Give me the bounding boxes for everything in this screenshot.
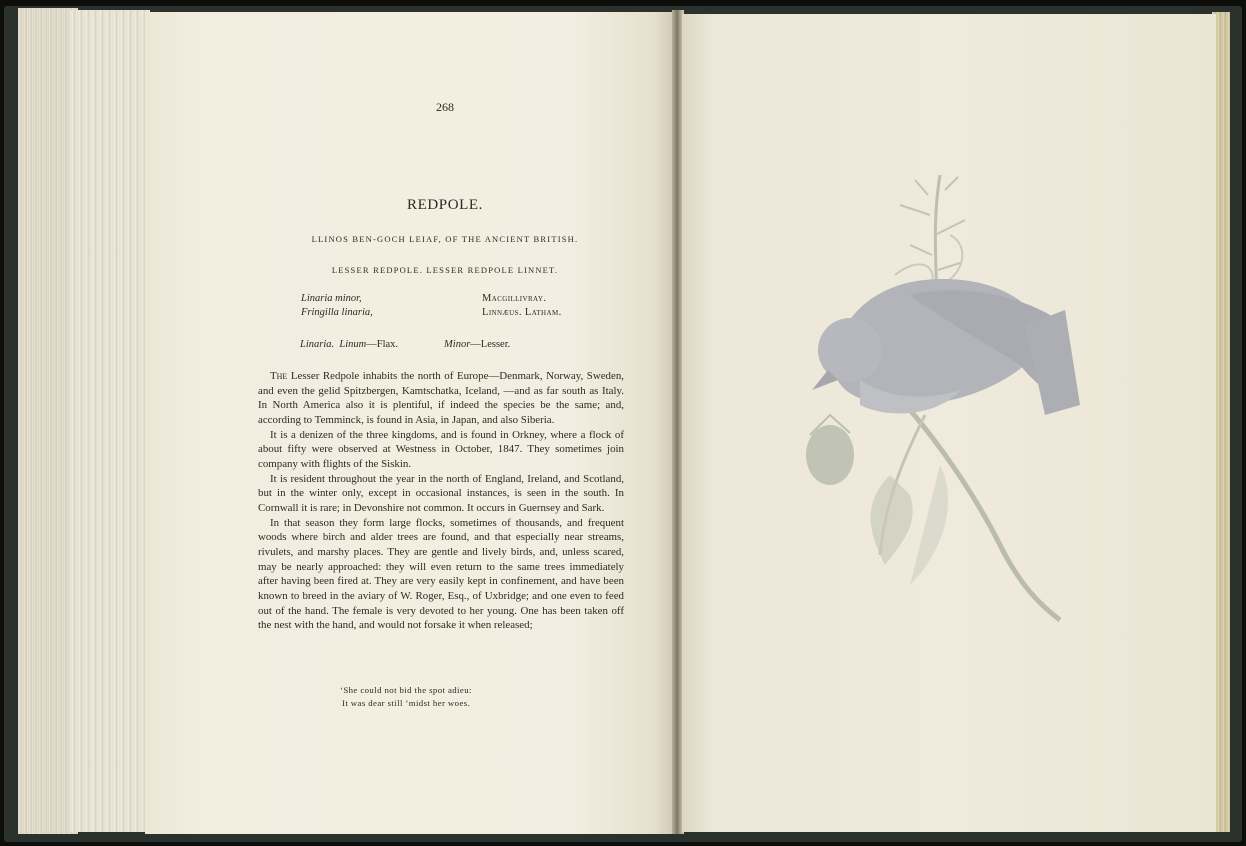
paragraph <box>258 472 624 516</box>
etymology-genus-meaning: —Flax. <box>366 339 399 350</box>
etymology-line <box>300 339 600 350</box>
paragraph <box>258 516 624 633</box>
synonym-authority: Linnæus. Latham. <box>482 307 562 318</box>
paragraph <box>258 369 624 428</box>
verse-quote <box>340 684 560 709</box>
verse-line: ‘She could not bid the spot adieu: <box>340 685 472 695</box>
paragraph-text: It is resident throughout the year in the north of England, Ireland, and Scotland, but in the winter only, except in occasional instances, is seen in the south. In Cornwall it is rare; in Devonshire not common. It occurs in Guernsey and Sark. <box>258 472 624 514</box>
synonym-name: Linaria minor, <box>301 293 362 304</box>
paragraph <box>258 428 624 472</box>
etymology-species-root: Minor <box>444 339 471 350</box>
synonym-authority: Macgillivray. <box>482 293 547 304</box>
page-number: 268 <box>436 100 454 114</box>
paragraph-text: It is a denizen of the three kingdoms, and is found in Orkney, where a flock of about fifty were observed at Westness in October, 1847. They sometimes join company with flights of the Siskin. <box>258 428 624 470</box>
drop-lead-word: The <box>270 370 288 382</box>
etymology-genus: Linaria. <box>300 339 335 350</box>
welsh-name: LLINOS BEN-GOCH LEIAF, OF THE ANCIENT BRITISH. <box>311 234 579 244</box>
page-edges-left <box>18 8 78 834</box>
page-edges-left-inner <box>70 10 150 832</box>
redpole-bird-plate-icon <box>790 175 1090 625</box>
verse-line: It was dear still ’midst her woes. <box>342 697 471 708</box>
synonym-name: Fringilla linaria, <box>301 307 373 318</box>
body-text <box>258 369 624 633</box>
paragraph-text: Lesser Redpole inhabits the north of Europe—Denmark, Norway, Sweden, and even the gelid Spitzbergen, Kamtschatka, Iceland, —and as far south as Italy. In North America also it is plentiful, if indeed the species be the same; and, according to Temminck, is found in Asia, in Japan, and also Siberia. <box>258 370 624 426</box>
etymology-genus-root: Linum <box>339 339 367 350</box>
paragraph-text: In that season they form large flocks, sometimes of thousands, and frequent woods where birch and alder trees are found, and that especially near streams, rivulets, and marshy places. They are gentle and lively birds, and, unless scared, may be nearly approached: they will even return to the same trees immediately after having been fired at. They are very easily kept in confinement, and have been known to breed in the aviary of W. Roger, Esq., of Uxbridge; and one even to feed out of the hand. The female is very devoted to her young. One has been taken off the nest with the hand, and would not forsake it when released; <box>258 516 624 632</box>
etymology-species-meaning: —Lesser. <box>470 339 511 350</box>
page-title: REDPOLE. <box>406 197 484 213</box>
alternate-names: LESSER REDPOLE. LESSER REDPOLE LINNET. <box>331 265 559 275</box>
